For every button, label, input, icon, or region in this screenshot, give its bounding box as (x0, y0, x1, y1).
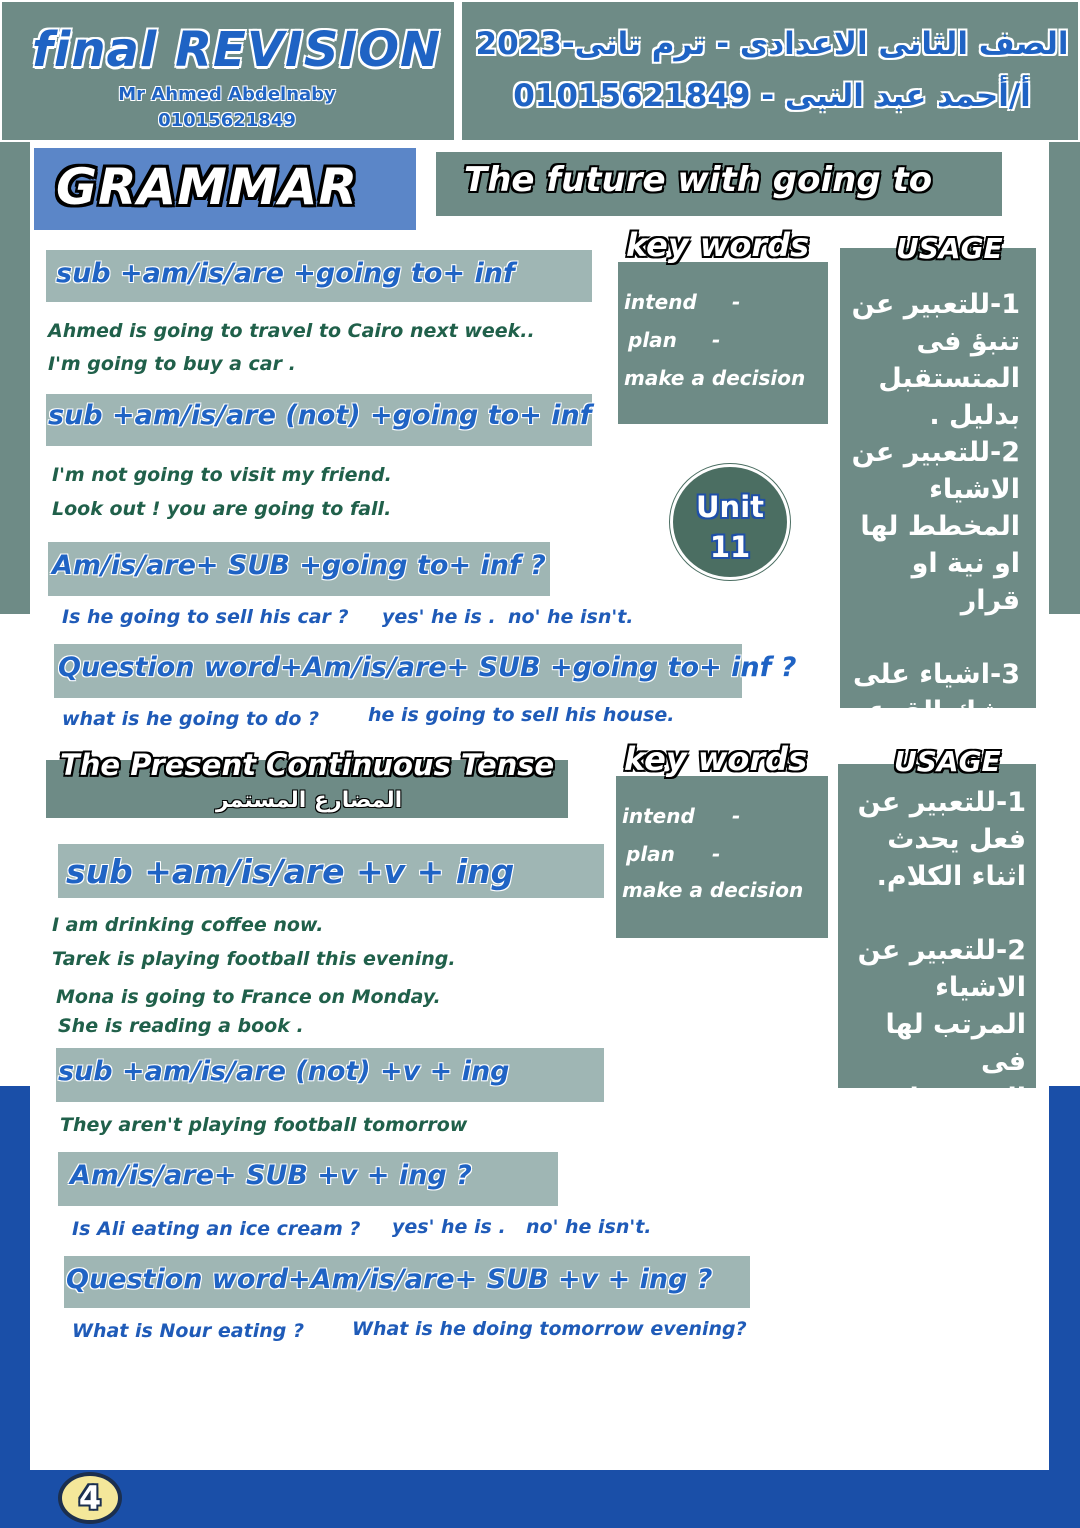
formula-text: Am/is/are+ SUB +going to+ inf ? (52, 550, 546, 581)
future-keyword-3: make a decision (624, 366, 806, 390)
present-continuous-title-arabic: المضارع المستمر (216, 788, 403, 813)
future-example-1: Ahmed is going to travel to Cairo next week.. (48, 320, 535, 342)
future-neg-example-1: I'm not going to visit my friend. (52, 464, 392, 486)
formula-text: sub +am/is/are +going to+ inf (56, 258, 515, 289)
pc-example-1: I am drinking coffee now. (52, 914, 324, 936)
pc-formula-question (58, 1152, 558, 1206)
pc-keyword-2: plan (626, 842, 675, 866)
future-title-box (436, 152, 1002, 216)
formula-text: Am/is/are+ SUB +v + ing ? (70, 1160, 472, 1191)
pc-wh-example: What is Nour eating ? (72, 1320, 304, 1342)
pc-keyword-1-dash: - (732, 804, 741, 828)
pc-formula-affirmative (58, 844, 604, 898)
pc-keyword-1: intend (622, 804, 695, 828)
future-formula-affirmative (46, 250, 592, 302)
future-formula-negative (46, 394, 592, 446)
header-arabic-line1: الصف الثانى الاعدادى - ترم تانى-2023 (475, 26, 1069, 62)
left-frame-teal (0, 140, 30, 614)
future-keywords-title: key words (626, 226, 810, 264)
pc-example-4: She is reading a book . (58, 1015, 304, 1037)
grammar-label: GRAMMAR (56, 158, 358, 216)
formula-text: Question word+Am/is/are+ SUB +going to+ inf ? (58, 652, 797, 683)
pc-formula-wh (64, 1256, 750, 1308)
future-keyword-2: plan (628, 328, 677, 352)
future-keyword-1: intend (624, 290, 697, 314)
teacher-phone: 01015621849 (158, 110, 296, 131)
future-question-no: no' he isn't. (508, 606, 634, 628)
pc-keyword-3: make a decision (622, 878, 804, 902)
unit-badge (670, 464, 790, 580)
pc-keywords-title: key words (624, 740, 808, 778)
teacher-name: Mr Ahmed Abdelnaby (118, 84, 336, 105)
bottom-frame-blue (0, 1470, 1080, 1528)
future-question-example: Is he going to sell his car ? (62, 606, 349, 628)
future-keyword-1-dash: - (732, 290, 741, 314)
header-left-box (0, 0, 456, 142)
left-frame-blue (0, 1086, 30, 1528)
unit-number: 11 (709, 530, 751, 564)
pc-neg-example: They aren't playing football tomorrow (60, 1114, 468, 1136)
right-frame-blue (1049, 1086, 1080, 1528)
future-wh-answer: he is going to sell his house. (368, 704, 675, 726)
future-keyword-2-dash: - (712, 328, 721, 352)
pc-wh-example-2: What is he doing tomorrow evening? (352, 1318, 747, 1340)
future-formula-question (48, 542, 550, 596)
formula-text: sub +am/is/are (not) +v + ing (58, 1056, 510, 1087)
header-arabic-line2: أ/أحمد عبد النبى - 01015621849 (513, 78, 1031, 114)
present-continuous-title: The Present Continuous Tense (60, 748, 555, 782)
header-right-box (460, 0, 1080, 142)
future-example-2: I'm going to buy a car . (48, 353, 296, 375)
pc-formula-negative (56, 1048, 604, 1102)
page-number-badge: 4 (58, 1472, 122, 1524)
pc-example-2: Tarek is playing football this evening. (52, 948, 456, 970)
future-question-yes: yes' he is . (382, 606, 496, 628)
pc-question-no: no' he isn't. (526, 1216, 652, 1238)
future-title: The future with going to (464, 160, 933, 200)
future-formula-wh (54, 644, 797, 698)
right-frame-teal (1049, 140, 1080, 614)
future-wh-example: what is he going to do ? (62, 708, 320, 730)
grammar-label-box (34, 148, 416, 230)
pc-question-yes: yes' he is . (392, 1216, 506, 1238)
future-usage-text: 1-للتعبير عن تنبؤ فى المتستقبل بدليل . 2-للتعبير عن الاشياء المخطط لها او نية او قرار 3-اشياء على وشك القوع (851, 289, 1020, 727)
unit-label: Unit (696, 490, 764, 524)
future-neg-example-2: Look out ! you are going to fall. (52, 498, 392, 520)
pc-question-example: Is Ali eating an ice cream ? (72, 1218, 361, 1240)
pc-keyword-2-dash: - (712, 842, 721, 866)
pc-usage-text: 1-للتعبير عن فعل يحدث اثناء الكلام. 2-للتعبير عن الاشياء المرتب لها فى المستقبل (857, 787, 1026, 1114)
future-usage-title: USAGE (896, 232, 1003, 265)
header-title: final REVISION (32, 22, 442, 78)
pc-usage-title: USAGE (894, 745, 1001, 778)
formula-text: sub +am/is/are +v + ing (66, 852, 515, 891)
pc-example-3: Mona is going to France on Monday. (56, 986, 441, 1008)
formula-text: Question word+Am/is/are+ SUB +v + ing ? (66, 1264, 713, 1295)
formula-text: sub +am/is/are (not) +going to+ inf (48, 400, 592, 431)
